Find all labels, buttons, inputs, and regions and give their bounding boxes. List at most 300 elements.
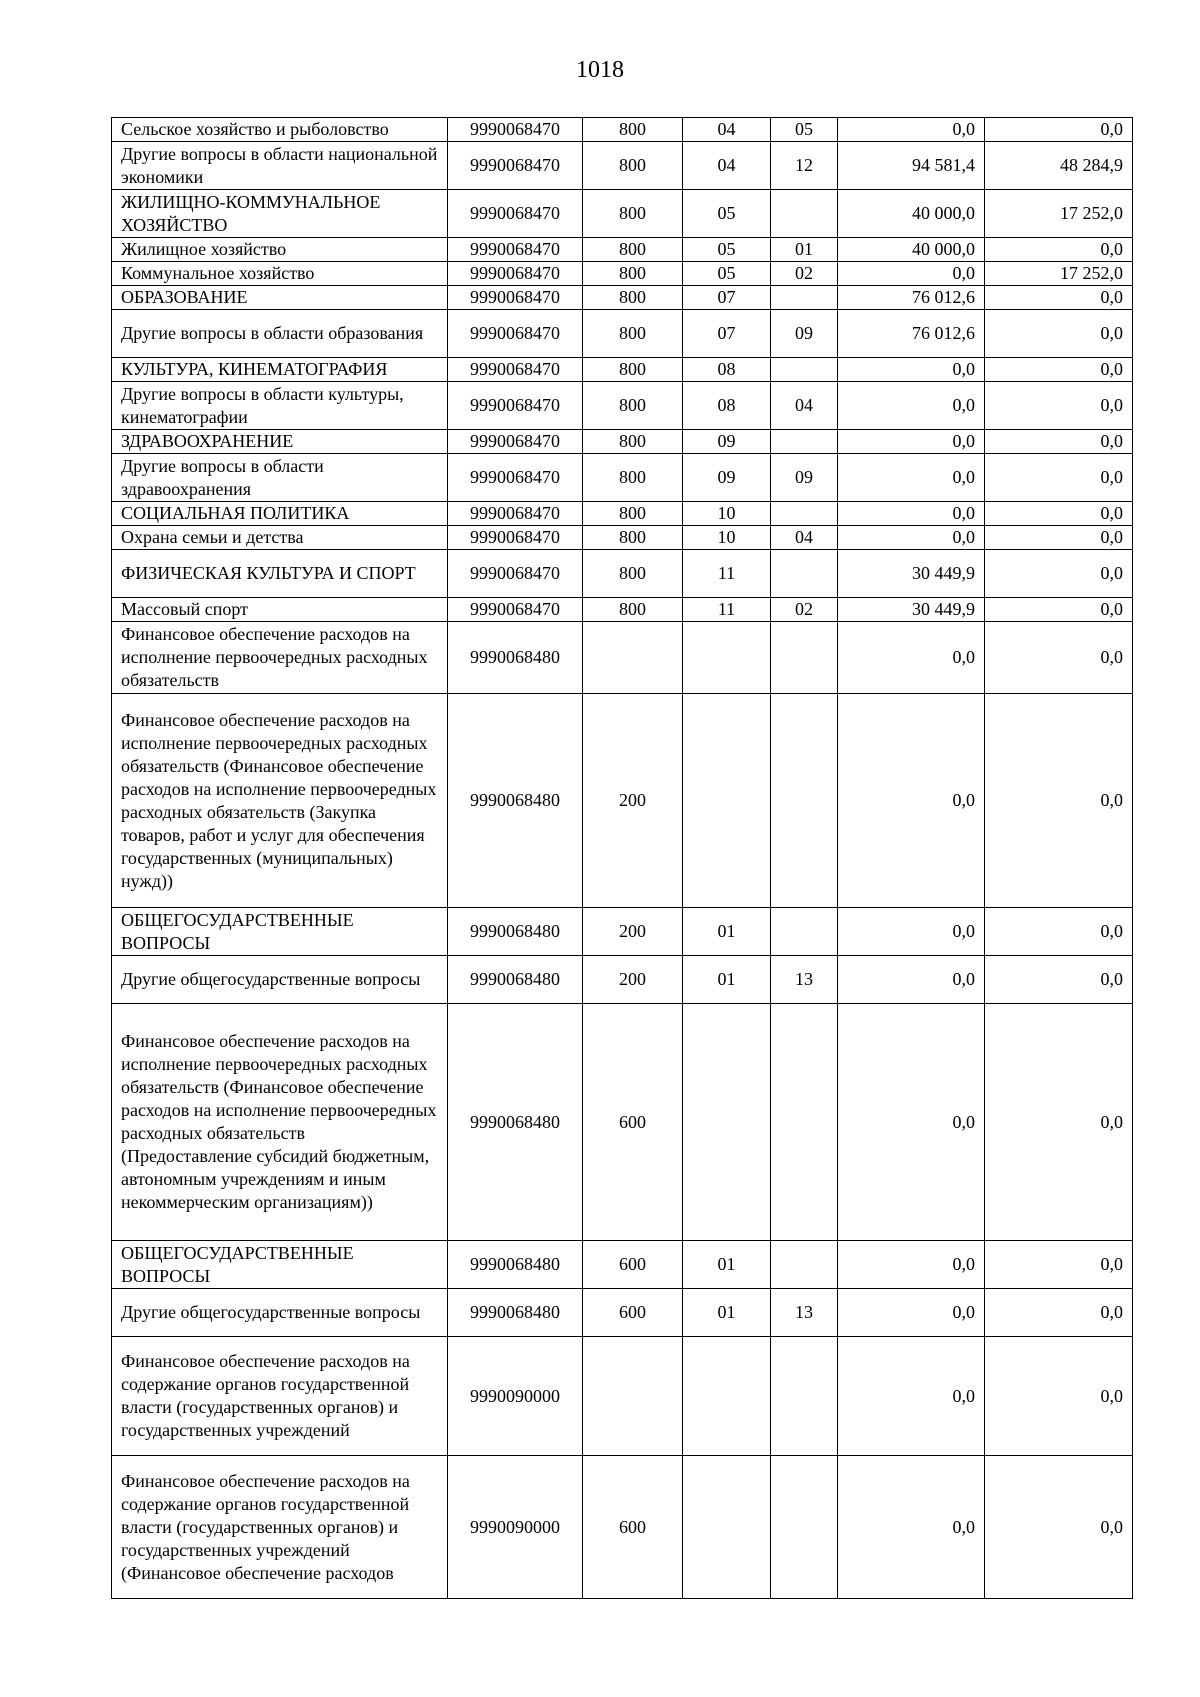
row-value-2-cell — [985, 1241, 1133, 1289]
row-expense-type-text: 800 — [619, 155, 646, 175]
row-name-cell — [112, 1241, 448, 1289]
row-code-cell — [448, 1241, 583, 1289]
row-value-2-cell — [985, 286, 1133, 310]
table-row — [112, 118, 1133, 142]
row-section-cell — [683, 908, 771, 956]
row-name-text: Финансовое обеспечение расходов на содержание органов государственной власти (государственных органов) и государственных учреждений — [121, 1351, 410, 1440]
row-expense-type-text: 200 — [619, 921, 646, 941]
row-name-text: ОБРАЗОВАНИЕ — [121, 287, 248, 307]
row-value-2-cell — [985, 238, 1133, 262]
row-section-cell — [683, 454, 771, 502]
row-code-text: 9990068470 — [470, 467, 560, 487]
row-subsection-cell — [771, 238, 838, 262]
row-code-text: 9990068470 — [470, 563, 560, 583]
row-expense-type-text: 800 — [619, 563, 646, 583]
row-value-1-text: 30 449,9 — [912, 599, 975, 619]
row-section-text: 11 — [717, 563, 736, 583]
table-row — [112, 526, 1133, 550]
row-code-text: 9990068480 — [470, 647, 560, 667]
table-row — [112, 262, 1133, 286]
table-row — [112, 502, 1133, 526]
row-expense-type-cell — [583, 526, 683, 550]
row-expense-type-cell — [583, 956, 683, 1004]
row-subsection-cell — [771, 502, 838, 526]
row-value-1-cell — [838, 526, 985, 550]
row-section-cell — [683, 1456, 771, 1599]
table-row — [112, 190, 1133, 238]
row-value-2-text: 0,0 — [1100, 1302, 1123, 1322]
row-name-text: СОЦИАЛЬНАЯ ПОЛИТИКА — [121, 503, 350, 523]
row-name-cell — [112, 622, 448, 694]
row-value-1-cell — [838, 454, 985, 502]
row-value-2-text: 0,0 — [1100, 790, 1123, 810]
table-row — [112, 1004, 1133, 1241]
row-section-cell — [683, 1241, 771, 1289]
row-code-text: 9990068480 — [470, 1302, 560, 1322]
row-value-2-cell — [985, 622, 1133, 694]
row-subsection-cell — [771, 118, 838, 142]
row-value-2-text: 0,0 — [1100, 323, 1123, 343]
row-expense-type-text: 800 — [619, 431, 646, 451]
row-section-text: 04 — [717, 119, 736, 139]
row-section-text: 08 — [717, 395, 736, 415]
row-subsection-cell — [771, 1241, 838, 1289]
row-value-1-cell — [838, 622, 985, 694]
row-value-2-text: 0,0 — [1100, 1254, 1123, 1274]
row-code-cell — [448, 118, 583, 142]
table-row — [112, 358, 1133, 382]
row-expense-type-text: 600 — [619, 1111, 646, 1132]
row-section-cell — [683, 382, 771, 430]
row-value-2-cell — [985, 1456, 1133, 1599]
row-value-2-cell — [985, 502, 1133, 526]
row-value-2-text: 0,0 — [1100, 395, 1123, 415]
table-row — [112, 286, 1133, 310]
row-value-1-text: 40 000,0 — [912, 203, 975, 223]
row-value-1-text: 0,0 — [952, 503, 975, 523]
row-section-text: 04 — [717, 155, 736, 175]
row-code-cell — [448, 262, 583, 286]
row-code-cell — [448, 454, 583, 502]
table-row — [112, 1337, 1133, 1456]
row-expense-type-cell — [583, 908, 683, 956]
row-expense-type-cell — [583, 550, 683, 598]
row-section-cell — [683, 502, 771, 526]
row-name-text: КУЛЬТУРА, КИНЕМАТОГРАФИЯ — [121, 359, 388, 379]
row-code-text: 9990068470 — [470, 203, 560, 223]
row-section-cell — [683, 286, 771, 310]
row-name-cell — [112, 454, 448, 502]
row-subsection-cell — [771, 358, 838, 382]
table-row — [112, 908, 1133, 956]
row-code-cell — [448, 908, 583, 956]
row-value-2-text: 0,0 — [1100, 239, 1123, 259]
row-expense-type-text: 800 — [619, 287, 646, 307]
row-name-cell — [112, 310, 448, 358]
row-expense-type-cell — [583, 238, 683, 262]
row-subsection-text: 13 — [795, 1302, 813, 1322]
row-section-cell — [683, 1289, 771, 1337]
row-section-text: 01 — [717, 1254, 736, 1274]
row-value-2-cell — [985, 1004, 1133, 1241]
row-name-text: ОБЩЕГОСУДАРСТВЕННЫЕ ВОПРОСЫ — [121, 1242, 354, 1286]
row-code-text: 9990068470 — [470, 527, 560, 547]
row-expense-type-text: 800 — [619, 119, 646, 139]
row-value-1-cell — [838, 238, 985, 262]
row-value-1-cell — [838, 118, 985, 142]
row-value-1-cell — [838, 1004, 985, 1241]
row-subsection-text: 04 — [795, 527, 813, 547]
table-row — [112, 598, 1133, 622]
row-subsection-cell — [771, 382, 838, 430]
row-expense-type-cell — [583, 190, 683, 238]
row-section-text: 09 — [717, 431, 736, 451]
row-value-1-text: 40 000,0 — [912, 239, 975, 259]
row-section-cell — [683, 1337, 771, 1456]
row-code-cell — [448, 142, 583, 190]
row-value-2-cell — [985, 694, 1133, 908]
row-expense-type-text: 200 — [619, 790, 646, 810]
row-value-2-cell — [985, 430, 1133, 454]
table-row — [112, 430, 1133, 454]
row-value-1-text: 0,0 — [952, 647, 975, 667]
row-code-text: 9990068470 — [470, 119, 560, 139]
row-value-1-text: 0,0 — [952, 527, 975, 547]
table-row — [112, 694, 1133, 908]
row-name-text: Финансовое обеспечение расходов на исполнение первоочередных расходных обязательств (Финансовое обеспечение расходов на исполнение первоочередных расходных обязательств (Закупка товаров, работ и услуг для обеспечения государственных (муниципальных) нужд)) — [121, 709, 437, 891]
row-value-1-text: 0,0 — [952, 431, 975, 451]
row-subsection-cell — [771, 454, 838, 502]
row-value-2-cell — [985, 142, 1133, 190]
row-value-1-cell — [838, 190, 985, 238]
row-section-cell — [683, 956, 771, 1004]
row-value-2-cell — [985, 454, 1133, 502]
row-name-cell — [112, 1337, 448, 1456]
row-section-text: 05 — [717, 263, 736, 283]
table-row — [112, 550, 1133, 598]
row-code-cell — [448, 190, 583, 238]
row-value-2-text: 0,0 — [1100, 467, 1123, 487]
row-section-cell — [683, 1004, 771, 1241]
row-expense-type-cell — [583, 262, 683, 286]
table-row — [112, 1456, 1133, 1599]
row-section-cell — [683, 694, 771, 908]
row-expense-type-cell — [583, 430, 683, 454]
row-code-text: 9990068470 — [470, 359, 560, 379]
row-name-cell — [112, 908, 448, 956]
row-value-2-text: 0,0 — [1100, 921, 1123, 941]
row-value-1-text: 0,0 — [952, 467, 975, 487]
row-name-cell — [112, 358, 448, 382]
row-value-2-cell — [985, 1337, 1133, 1456]
row-subsection-cell — [771, 1289, 838, 1337]
row-expense-type-cell — [583, 622, 683, 694]
row-value-1-text: 0,0 — [952, 395, 975, 415]
row-section-cell — [683, 358, 771, 382]
row-code-cell — [448, 1337, 583, 1456]
row-subsection-cell — [771, 430, 838, 454]
row-expense-type-cell — [583, 1241, 683, 1289]
table-body — [112, 118, 1133, 1599]
row-expense-type-cell — [583, 286, 683, 310]
row-expense-type-text: 800 — [619, 467, 646, 487]
row-name-text: Массовый спорт — [121, 599, 248, 619]
row-subsection-text: 01 — [795, 239, 813, 259]
row-subsection-text: 09 — [795, 323, 813, 343]
row-name-cell — [112, 190, 448, 238]
row-code-cell — [448, 526, 583, 550]
row-value-2-text: 0,0 — [1100, 527, 1123, 547]
row-expense-type-cell — [583, 1004, 683, 1241]
row-value-1-cell — [838, 694, 985, 908]
row-subsection-cell — [771, 526, 838, 550]
row-subsection-cell — [771, 550, 838, 598]
row-value-1-cell — [838, 382, 985, 430]
row-section-cell — [683, 190, 771, 238]
row-value-1-cell — [838, 310, 985, 358]
row-subsection-cell — [771, 262, 838, 286]
row-section-cell — [683, 550, 771, 598]
row-expense-type-cell — [583, 1337, 683, 1456]
row-expense-type-cell — [583, 358, 683, 382]
row-name-text: Финансовое обеспечение расходов на содержание органов государственной власти (государственных органов) и государственных учреждений (Финансовое обеспечение расходов — [121, 1470, 410, 1583]
row-code-cell — [448, 956, 583, 1004]
table-row — [112, 238, 1133, 262]
row-section-text: 01 — [717, 921, 736, 941]
row-value-2-text: 17 252,0 — [1060, 203, 1123, 223]
row-expense-type-cell — [583, 118, 683, 142]
row-name-text: Сельское хозяйство и рыболовство — [121, 119, 389, 139]
row-expense-type-text: 600 — [619, 1516, 646, 1537]
row-expense-type-text: 800 — [619, 599, 646, 619]
row-subsection-text: 04 — [795, 395, 813, 415]
row-code-text: 9990068470 — [470, 239, 560, 259]
row-value-1-cell — [838, 430, 985, 454]
row-expense-type-cell — [583, 142, 683, 190]
row-code-text: 9990068470 — [470, 431, 560, 451]
row-value-1-cell — [838, 550, 985, 598]
row-value-1-text: 0,0 — [952, 1385, 975, 1406]
row-subsection-cell — [771, 190, 838, 238]
table-row — [112, 142, 1133, 190]
row-value-1-cell — [838, 142, 985, 190]
row-expense-type-cell — [583, 382, 683, 430]
row-name-text: ЗДРАВООХРАНЕНИЕ — [121, 431, 294, 451]
row-subsection-text: 13 — [795, 969, 813, 989]
row-value-1-text: 0,0 — [952, 921, 975, 941]
row-expense-type-cell — [583, 454, 683, 502]
row-name-text: Другие общегосударственные вопросы — [121, 969, 421, 989]
row-value-2-text: 0,0 — [1100, 563, 1123, 583]
row-subsection-cell — [771, 1337, 838, 1456]
row-expense-type-text: 200 — [619, 969, 646, 989]
row-expense-type-text: 800 — [619, 263, 646, 283]
row-name-text: Другие вопросы в области национальной экономики — [121, 143, 438, 187]
row-code-cell — [448, 502, 583, 526]
row-name-text: Коммунальное хозяйство — [121, 263, 315, 283]
row-value-1-text: 76 012,6 — [912, 323, 975, 343]
table-row — [112, 622, 1133, 694]
row-value-2-cell — [985, 262, 1133, 286]
row-value-1-text: 0,0 — [952, 1302, 975, 1322]
row-expense-type-cell — [583, 598, 683, 622]
row-expense-type-cell — [583, 1289, 683, 1337]
row-code-cell — [448, 622, 583, 694]
row-value-1-text: 0,0 — [952, 359, 975, 379]
row-name-cell — [112, 956, 448, 1004]
row-value-2-text: 0,0 — [1100, 119, 1123, 139]
row-value-2-cell — [985, 526, 1133, 550]
row-subsection-cell — [771, 142, 838, 190]
row-code-cell — [448, 1004, 583, 1241]
row-value-2-text: 0,0 — [1100, 287, 1123, 307]
row-value-2-cell — [985, 358, 1133, 382]
row-expense-type-text: 600 — [619, 1302, 646, 1322]
row-section-text: 11 — [717, 599, 736, 619]
row-code-cell — [448, 310, 583, 358]
row-code-text: 9990068480 — [470, 1111, 560, 1132]
row-value-1-text: 0,0 — [952, 969, 975, 989]
row-value-2-text: 0,0 — [1100, 431, 1123, 451]
row-code-cell — [448, 286, 583, 310]
row-subsection-text: 05 — [795, 119, 813, 139]
row-section-cell — [683, 142, 771, 190]
row-expense-type-cell — [583, 310, 683, 358]
row-code-cell — [448, 598, 583, 622]
row-code-text: 9990068470 — [470, 323, 560, 343]
row-value-1-cell — [838, 286, 985, 310]
row-value-1-cell — [838, 1456, 985, 1599]
row-name-cell — [112, 142, 448, 190]
row-subsection-cell — [771, 1004, 838, 1241]
row-name-cell — [112, 526, 448, 550]
row-subsection-cell — [771, 694, 838, 908]
row-name-text: Другие вопросы в области культуры, кинематографии — [121, 383, 404, 427]
row-code-text: 9990068470 — [470, 287, 560, 307]
row-name-text: Охрана семьи и детства — [121, 527, 304, 547]
row-value-2-cell — [985, 190, 1133, 238]
row-subsection-cell — [771, 1456, 838, 1599]
row-name-cell — [112, 382, 448, 430]
row-value-1-cell — [838, 358, 985, 382]
row-name-cell — [112, 1456, 448, 1599]
row-name-cell — [112, 694, 448, 908]
row-value-2-text: 0,0 — [1100, 503, 1123, 523]
row-expense-type-text: 800 — [619, 527, 646, 547]
row-code-text: 9990090000 — [470, 1516, 560, 1537]
row-subsection-cell — [771, 286, 838, 310]
row-expense-type-cell — [583, 694, 683, 908]
row-section-text: 10 — [717, 527, 736, 547]
row-value-1-cell — [838, 908, 985, 956]
row-expense-type-text: 800 — [619, 239, 646, 259]
row-value-1-cell — [838, 502, 985, 526]
row-section-text: 07 — [717, 287, 736, 307]
row-code-text: 9990068470 — [470, 263, 560, 283]
row-code-text: 9990068480 — [470, 969, 560, 989]
row-expense-type-text: 800 — [619, 203, 646, 223]
row-code-cell — [448, 550, 583, 598]
row-section-cell — [683, 598, 771, 622]
row-code-cell — [448, 1456, 583, 1599]
row-value-1-cell — [838, 1241, 985, 1289]
row-expense-type-text: 600 — [619, 1254, 646, 1274]
row-name-cell — [112, 262, 448, 286]
row-section-text: 05 — [717, 203, 736, 223]
row-section-text: 01 — [717, 1302, 736, 1322]
row-subsection-cell — [771, 956, 838, 1004]
row-section-text: 01 — [717, 969, 736, 989]
row-subsection-text: 12 — [795, 155, 813, 175]
row-name-cell — [112, 118, 448, 142]
row-value-2-cell — [985, 956, 1133, 1004]
row-name-text: Финансовое обеспечение расходов на исполнение первоочередных расходных обязательств (Финансовое обеспечение расходов на исполнение первоочередных расходных обязательств (Предоставление субсидий бюджетным, автономным учреждениям и иным некоммерческим организациям)) — [121, 1031, 437, 1212]
row-value-1-text: 76 012,6 — [912, 287, 975, 307]
row-code-text: 9990068470 — [470, 395, 560, 415]
row-code-cell — [448, 238, 583, 262]
row-section-cell — [683, 430, 771, 454]
row-value-2-cell — [985, 598, 1133, 622]
row-value-1-cell — [838, 598, 985, 622]
row-code-cell — [448, 358, 583, 382]
row-subsection-text: 02 — [795, 263, 813, 283]
row-section-cell — [683, 622, 771, 694]
row-name-cell — [112, 502, 448, 526]
row-code-cell — [448, 382, 583, 430]
row-value-1-cell — [838, 956, 985, 1004]
row-code-text: 9990068470 — [470, 503, 560, 523]
row-value-2-text: 0,0 — [1100, 969, 1123, 989]
row-expense-type-cell — [583, 1456, 683, 1599]
row-name-cell — [112, 598, 448, 622]
row-value-1-text: 30 449,9 — [912, 563, 975, 583]
row-value-2-text: 0,0 — [1100, 1385, 1123, 1406]
row-expense-type-cell — [583, 502, 683, 526]
row-subsection-cell — [771, 908, 838, 956]
row-value-1-text: 0,0 — [952, 1111, 975, 1132]
row-code-text: 9990068480 — [470, 1254, 560, 1274]
row-value-1-text: 94 581,4 — [912, 155, 975, 175]
row-name-text: Другие общегосударственные вопросы — [121, 1302, 421, 1322]
row-code-text: 9990068470 — [470, 155, 560, 175]
row-section-cell — [683, 310, 771, 358]
row-section-text: 10 — [717, 503, 736, 523]
row-value-1-text: 0,0 — [952, 263, 975, 283]
row-value-2-cell — [985, 908, 1133, 956]
row-name-text: Финансовое обеспечение расходов на исполнение первоочередных расходных обязательств — [121, 624, 428, 690]
table-row — [112, 382, 1133, 430]
table-row — [112, 310, 1133, 358]
row-value-2-text: 0,0 — [1100, 359, 1123, 379]
row-value-2-cell — [985, 118, 1133, 142]
row-value-2-cell — [985, 310, 1133, 358]
row-code-text: 9990068480 — [470, 790, 560, 810]
row-name-cell — [112, 238, 448, 262]
row-value-1-cell — [838, 1289, 985, 1337]
row-value-2-cell — [985, 1289, 1133, 1337]
row-value-2-text: 0,0 — [1100, 599, 1123, 619]
row-code-text: 9990068470 — [470, 599, 560, 619]
row-section-text: 07 — [717, 323, 736, 343]
row-expense-type-text: 800 — [619, 323, 646, 343]
table-row — [112, 956, 1133, 1004]
row-section-cell — [683, 238, 771, 262]
row-section-text: 08 — [717, 359, 736, 379]
row-value-1-cell — [838, 262, 985, 286]
table-row — [112, 1289, 1133, 1337]
row-value-1-text: 0,0 — [952, 1516, 975, 1537]
row-subsection-cell — [771, 622, 838, 694]
